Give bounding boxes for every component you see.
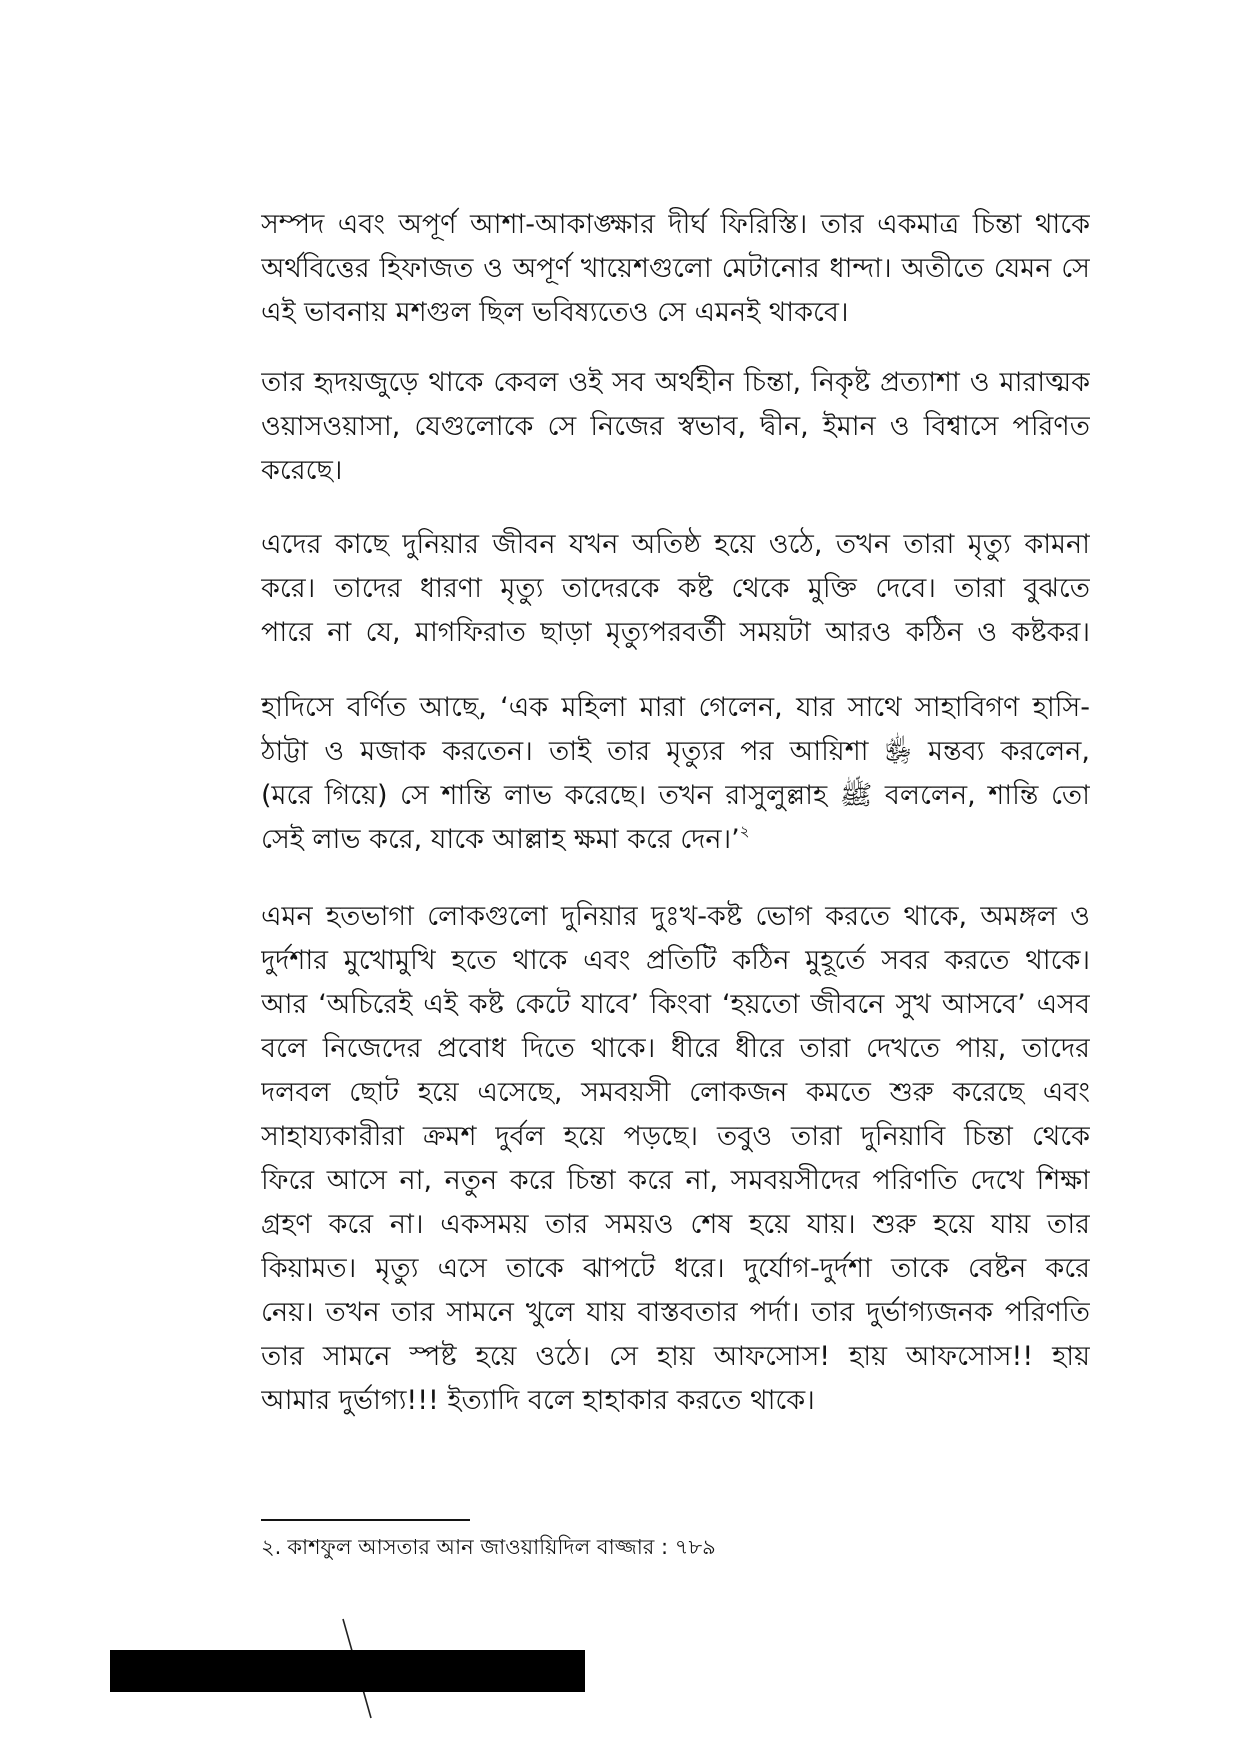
text-line: এই ভাবনায় মশগুল ছিল ভবিষ্যতেও সে এমনই থাকবে। (261, 297, 849, 328)
text-line: দলবল ছোট হয়ে এসেছে, সমবয়সী লোকজন কমতে শুরু করেছে এবং (261, 1077, 1090, 1108)
paragraph-4-hadith (261, 686, 1090, 862)
text-line: ফিরে আসে না, নতুন করে চিন্তা করে না, সমবয়সীদের পরিণতি দেখে শিক্ষা (261, 1165, 1090, 1196)
paragraph-5 (261, 895, 1090, 1423)
footnote-marker: ২. (261, 1535, 282, 1559)
text-line: দুর্দশার মুখোমুখি হতে থাকে এবং প্রতিটি কঠিন মুহূর্তে সবর করতে থাকে। (261, 945, 1090, 976)
text-line: কিয়ামত। মৃত্যু এসে তাকে ঝাপটে ধরে। দুর্যোগ-দুর্দশা তাকে বেষ্টন করে (261, 1253, 1090, 1284)
text-line: এমন হতভাগা লোকগুলো দুনিয়ার দুঃখ-কষ্ট ভোগ করতে থাকে, অমঙ্গল ও (261, 901, 1090, 932)
text-line: সম্পদ এবং অপূর্ণ আশা-আকাঙ্ক্ষার দীর্ঘ ফিরিস্তি। তার একমাত্র চিন্তা থাকে (261, 209, 1090, 240)
text-line: করে। তাদের ধারণা মৃত্যু তাদেরকে কষ্ট থেকে মুক্তি দেবে। তারা বুঝতে (261, 573, 1090, 604)
text-line (261, 818, 1090, 862)
text-line: হাদিসে বর্ণিত আছে, ‘এক মহিলা মারা গেলেন, যার সাথে সাহাবিগণ হাসি- (261, 692, 1090, 723)
text-line: ওয়াসওয়াসা, যেগুলোকে সে নিজের স্বভাব, দ্বীন, ইমান ও বিশ্বাসে পরিণত (261, 411, 1090, 442)
footnote-text: কাশফুল আসতার আন জাওয়ায়িদিল বাজ্জার : ৭৮৯ (287, 1535, 716, 1559)
text-line: সাহায্যকারীরা ক্রমশ দুর্বল হয়ে পড়ছে। তবুও তারা দুনিয়াবি চিন্তা থেকে (261, 1121, 1090, 1152)
footnote-reference: ২ (739, 822, 750, 840)
text-line: বলে নিজেদের প্রবোধ দিতে থাকে। ধীরে ধীরে তারা দেখতে পায়, তাদের (261, 1033, 1090, 1064)
text-line: নেয়। তখন তার সামনে খুলে যায় বাস্তবতার পর্দা। তার দুর্ভাগ্যজনক পরিণতি (261, 1297, 1090, 1328)
paragraph-3 (261, 523, 1090, 655)
paragraph-1 (261, 203, 1090, 335)
text-line: গ্রহণ করে না। একসময় তার সময়ও শেষ হয়ে যায়। শুরু হয়ে যায় তার (261, 1209, 1090, 1240)
text-line: করেছে। (261, 455, 343, 486)
footnote (261, 1530, 1090, 1564)
redaction-bar (110, 1650, 585, 1692)
text-line: তার সামনে স্পষ্ট হয়ে ওঠে। সে হায় আফসোস! হায় আফসোস!! হায় (261, 1341, 1090, 1372)
text-line: (মরে গিয়ে) সে শান্তি লাভ করেছে। তখন রাসুলুল্লাহ ﷺ বললেন, শান্তি তো (261, 780, 1090, 811)
text-line: এদের কাছে দুনিয়ার জীবন যখন অতিষ্ঠ হয়ে ওঠে, তখন তারা মৃত্যু কামনা (261, 529, 1090, 560)
paragraph-2 (261, 361, 1090, 493)
text-line: পারে না যে, মাগফিরাত ছাড়া মৃত্যুপরবর্তী সময়টা আরও কঠিন ও কষ্টকর। (261, 617, 1090, 648)
text-line: অর্থবিত্তের হিফাজত ও অপূর্ণ খায়েশগুলো মেটানোর ধান্দা। অতীতে যেমন সে (261, 253, 1090, 284)
footnote-divider (261, 1519, 470, 1521)
text-line: ঠাট্টা ও মজাক করতেন। তাই তার মৃত্যুর পর আয়িশা ﵂ মন্তব্য করলেন, (261, 736, 1090, 767)
text-line: আমার দুর্ভাগ্য!!! ইত্যাদি বলে হাহাকার করতে থাকে। (261, 1385, 815, 1416)
text-line: তার হৃদয়জুড়ে থাকে কেবল ওই সব অর্থহীন চিন্তা, নিকৃষ্ট প্রত্যাশা ও মারাত্মক (261, 367, 1090, 398)
text-line-content: সেই লাভ করে, যাকে আল্লাহ ক্ষমা করে দেন।’ (261, 824, 740, 855)
text-line: আর ‘অচিরেই এই কষ্ট কেটে যাবে’ কিংবা ‘হয়তো জীবনে সুখ আসবে’ এসব (261, 989, 1090, 1020)
